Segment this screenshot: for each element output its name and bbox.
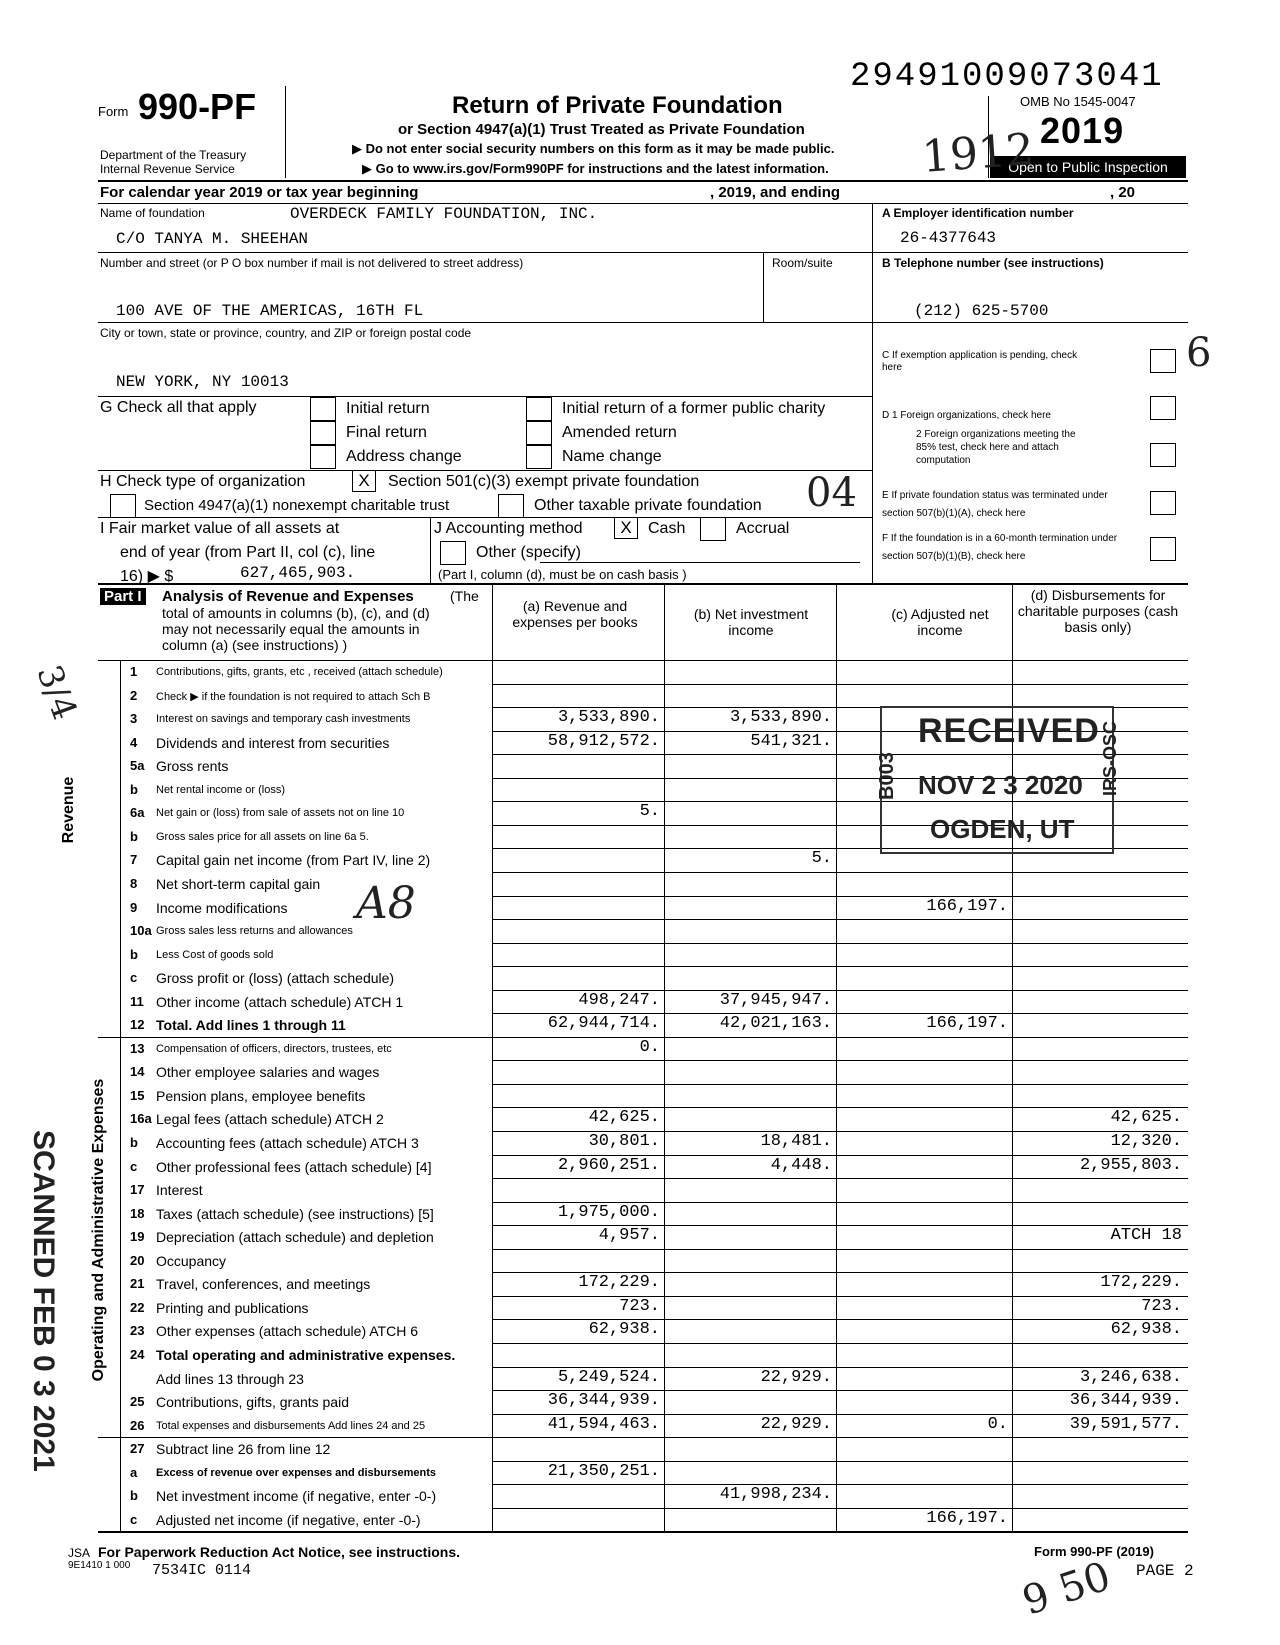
row-number: 7 bbox=[130, 852, 138, 868]
stamp-irs-osc: IRS-OSC bbox=[1100, 720, 1120, 796]
row-label: Interest bbox=[156, 1182, 203, 1199]
table-row bbox=[0, 1178, 1280, 1202]
cell-a: 2,960,251. bbox=[557, 1155, 660, 1175]
g-name-change-label: Name change bbox=[562, 448, 662, 465]
row-label: Gross sales less returns and allowances bbox=[156, 925, 353, 938]
row-label: Gross sales price for all assets on line 6a 5. bbox=[156, 830, 369, 843]
form-subtitle: or Section 4947(a)(1) Trust Treated as Private Foundation bbox=[398, 121, 805, 138]
part-label: Part I bbox=[100, 588, 146, 605]
table-row bbox=[0, 1414, 1280, 1438]
hand-a8: A8 bbox=[356, 878, 416, 929]
j-other-label: Other (specify) bbox=[476, 544, 581, 561]
footer-page: PAGE 2 bbox=[1136, 1562, 1194, 1580]
row-label: Net short-term capital gain bbox=[156, 875, 321, 892]
cell-d: 2,955,803. bbox=[1079, 1155, 1182, 1175]
row-number: 17 bbox=[130, 1182, 145, 1198]
cell-d: 42,625. bbox=[1110, 1108, 1182, 1128]
row-number: 3 bbox=[130, 711, 138, 727]
row-label: Pension plans, employee benefits bbox=[156, 1087, 366, 1104]
check-c-box[interactable] bbox=[1150, 349, 1176, 373]
cell-b: 42,021,163. bbox=[719, 1014, 832, 1034]
hand-04: 04 bbox=[806, 470, 857, 516]
room-label: Room/suite bbox=[772, 256, 833, 270]
row-label: Total expenses and disbursements Add lines 24 and 25 bbox=[156, 1419, 426, 1432]
col-c-header: (c) Adjusted net income bbox=[891, 606, 989, 638]
row-number: 6a bbox=[130, 805, 145, 821]
omb-number: OMB No 1545-0047 bbox=[1020, 94, 1136, 109]
table-row bbox=[0, 1225, 1280, 1249]
row-label: Capital gain net income (from Part IV, line 2) bbox=[156, 852, 431, 869]
cell-d: ATCH 18 bbox=[1110, 1226, 1182, 1246]
footer-batch: 7534IC 0114 bbox=[152, 1562, 252, 1579]
table-row bbox=[0, 684, 1280, 708]
cell-d: 36,344,939. bbox=[1069, 1391, 1182, 1411]
table-row bbox=[0, 1367, 1280, 1391]
table-row bbox=[0, 1508, 1280, 1532]
cell-d: 3,246,638. bbox=[1079, 1367, 1182, 1387]
row-number: 27 bbox=[130, 1441, 145, 1457]
row-number: 9 bbox=[130, 899, 138, 915]
table-row bbox=[0, 872, 1280, 896]
stamp-b003: B003 bbox=[876, 752, 898, 800]
i-label-2: end of year (from Part II, col (c), line bbox=[120, 544, 376, 561]
check-c-label: C If exemption application is pending, check here bbox=[882, 350, 1078, 373]
row-label: Other income (attach schedule) ATCH 1 bbox=[156, 993, 404, 1010]
cell-a: 498,247. bbox=[578, 990, 660, 1010]
row-label: Total operating and administrative expenses. bbox=[156, 1346, 456, 1363]
open-public-badge: Open to Public Inspection bbox=[990, 156, 1186, 178]
part-title: Analysis of Revenue and Expenses bbox=[162, 588, 414, 605]
row-number: c bbox=[130, 1511, 138, 1527]
cell-a: 30,801. bbox=[588, 1132, 660, 1151]
row-label: Depreciation (attach schedule) and depletion bbox=[156, 1229, 434, 1246]
ssn-notice: ▶ Do not enter social security numbers on this form as it may be made public. bbox=[352, 141, 835, 156]
scanned-stamp: SCANNED FEB 0 3 2021 bbox=[27, 1130, 60, 1472]
check-d1-label: D 1 Foreign organizations, check here bbox=[882, 410, 1051, 421]
twenty-label: , 20 bbox=[1110, 184, 1136, 201]
row-label: Total. Add lines 1 through 11 bbox=[156, 1017, 346, 1034]
g-initial-box[interactable] bbox=[310, 397, 336, 421]
city-label: City or town, state or province, country, and ZIP or foreign postal code bbox=[100, 326, 472, 340]
goto-notice: ▶ Go to www.irs.gov/Form990PF for instructions and the latest information. bbox=[362, 161, 829, 176]
g-label: G Check all that apply bbox=[100, 399, 257, 416]
and-ending-label: , 2019, and ending bbox=[710, 184, 841, 201]
row-number: a bbox=[130, 1464, 138, 1480]
row-number: 25 bbox=[130, 1394, 145, 1410]
form-word: Form bbox=[98, 104, 129, 119]
j-other-box[interactable] bbox=[440, 541, 466, 565]
row-label: Legal fees (attach schedule) ATCH 2 bbox=[156, 1111, 384, 1128]
row-label: Occupancy bbox=[156, 1252, 227, 1269]
row-label: Check ▶ if the foundation is not required to attach Sch B bbox=[156, 690, 431, 703]
j-accrual-box[interactable] bbox=[700, 517, 726, 541]
city-state-zip: NEW YORK, NY 10013 bbox=[116, 373, 289, 391]
row-number: b bbox=[130, 828, 138, 844]
table-row bbox=[0, 1319, 1280, 1343]
row-label: Printing and publications bbox=[156, 1299, 309, 1316]
cell-c: 0. bbox=[987, 1414, 1008, 1434]
hand-1912: 1912 bbox=[920, 124, 1036, 183]
check-d2-label: 2 Foreign organizations meeting the 85% test, check here and attach computation bbox=[916, 429, 1076, 466]
cell-a: 62,944,714. bbox=[547, 1014, 660, 1034]
row-label: Gross rents bbox=[156, 758, 229, 775]
g-amended-box[interactable] bbox=[526, 421, 552, 445]
cell-a: 5,249,524. bbox=[557, 1367, 660, 1387]
check-f-label: F If the foundation is in a 60-month termination under section 507(b)(1)(B), check here bbox=[882, 533, 1118, 562]
table-row bbox=[0, 1060, 1280, 1084]
part-desc-4: column (a) (see instructions) ) bbox=[162, 637, 348, 653]
h-trust-label: Section 4947(a)(1) nonexempt charitable trust bbox=[144, 497, 450, 514]
cell-a: 21,350,251. bbox=[547, 1461, 660, 1481]
row-label: Accounting fees (attach schedule) ATCH 3 bbox=[156, 1135, 419, 1151]
table-row bbox=[0, 943, 1280, 967]
row-number: 8 bbox=[130, 875, 138, 891]
row-label: Dividends and interest from securities bbox=[156, 734, 390, 751]
cell-c: 166,197. bbox=[926, 896, 1008, 916]
row-number: 22 bbox=[130, 1299, 145, 1315]
table-row bbox=[0, 1155, 1280, 1179]
hand-fraction: 3/4 bbox=[28, 660, 85, 726]
row-number: b bbox=[130, 1488, 138, 1504]
row-number: 21 bbox=[130, 1276, 145, 1292]
row-number: c bbox=[130, 1158, 138, 1174]
row-label: Taxes (attach schedule) (see instructions) [5] bbox=[156, 1205, 434, 1222]
row-label: Other employee salaries and wages bbox=[156, 1064, 380, 1081]
row-label: Less Cost of goods sold bbox=[156, 948, 274, 961]
cell-b: 541,321. bbox=[750, 731, 832, 751]
cell-d: 62,938. bbox=[1110, 1320, 1182, 1340]
dln-number: 29491009073041 bbox=[850, 58, 1164, 96]
cell-b: 18,481. bbox=[760, 1132, 832, 1151]
col-b-header: (b) Net investment income bbox=[693, 606, 809, 638]
cell-d: 723. bbox=[1141, 1296, 1182, 1316]
row-number: 20 bbox=[130, 1252, 145, 1268]
g-initial-former-box[interactable] bbox=[526, 397, 552, 421]
g-amended-label: Amended return bbox=[562, 424, 677, 441]
row-label: Compensation of officers, directors, trustees, etc bbox=[156, 1042, 392, 1055]
row-number: 19 bbox=[130, 1229, 145, 1245]
row-number: 4 bbox=[130, 734, 138, 750]
i-label-3: 16) ▶ $ bbox=[120, 568, 174, 585]
dept-treasury: Department of the Treasury bbox=[100, 148, 247, 162]
row-label: Net gain or (loss) from sale of assets not on line 10 bbox=[156, 807, 405, 820]
row-number: 18 bbox=[130, 1205, 145, 1221]
cell-d: 39,591,577. bbox=[1069, 1414, 1182, 1434]
tax-year: 2019 bbox=[1040, 110, 1125, 151]
table-row bbox=[0, 1249, 1280, 1273]
table-row bbox=[0, 1131, 1280, 1155]
h-c3-label: Section 501(c)(3) exempt private foundation bbox=[388, 473, 700, 490]
row-label: Travel, conferences, and meetings bbox=[156, 1276, 371, 1293]
cell-b: 41,998,234. bbox=[719, 1485, 832, 1505]
row-label: Income modifications bbox=[156, 899, 288, 916]
g-name-change-box[interactable] bbox=[526, 445, 552, 469]
row-number: 12 bbox=[130, 1017, 145, 1033]
cell-a: 5. bbox=[639, 802, 660, 822]
row-number: b bbox=[130, 946, 138, 962]
cell-a: 1,975,000. bbox=[557, 1202, 660, 1222]
footer-form-ref: Form 990-PF (2019) bbox=[1034, 1544, 1154, 1559]
row-label: Subtract line 26 from line 12 bbox=[156, 1441, 331, 1458]
cell-a: 4,957. bbox=[598, 1226, 660, 1246]
table-row bbox=[0, 1013, 1280, 1037]
row-label: Other expenses (attach schedule) ATCH 6 bbox=[156, 1323, 418, 1340]
row-number: 14 bbox=[130, 1064, 145, 1080]
row-label: Excess of revenue over expenses and disbursements bbox=[156, 1466, 437, 1479]
h-trust-box[interactable] bbox=[110, 494, 136, 518]
cell-b: 3,533,890. bbox=[729, 708, 832, 728]
check-d1-box[interactable] bbox=[1150, 396, 1176, 420]
g-address-box[interactable] bbox=[310, 445, 336, 469]
g-final-label: Final return bbox=[346, 424, 427, 441]
footer-code: 9E1410 1 000 bbox=[68, 1560, 131, 1571]
part-desc-1: (The bbox=[450, 588, 479, 604]
cell-a: 0. bbox=[639, 1037, 660, 1057]
check-d2-box[interactable] bbox=[1150, 443, 1176, 467]
cell-b: 22,929. bbox=[760, 1414, 832, 1434]
cell-c: 166,197. bbox=[926, 1014, 1008, 1034]
table-row bbox=[0, 1272, 1280, 1296]
row-number: 24 bbox=[130, 1346, 145, 1362]
j-cash-box[interactable]: X bbox=[614, 517, 638, 539]
row-label: Net investment income (if negative, enter -0-) bbox=[156, 1488, 437, 1505]
row-number: 2 bbox=[130, 687, 138, 703]
row-label: Contributions, gifts, grants, etc , received (attach schedule) bbox=[156, 666, 443, 678]
table-row bbox=[0, 1437, 1280, 1461]
row-number: 5a bbox=[130, 758, 145, 774]
footer-paperwork: For Paperwork Reduction Act Notice, see instructions. bbox=[98, 1544, 460, 1560]
cell-c: 166,197. bbox=[926, 1508, 1008, 1528]
table-row bbox=[0, 990, 1280, 1014]
row-number: 10a bbox=[130, 923, 152, 939]
cell-a: 62,938. bbox=[588, 1320, 660, 1340]
row-number: b bbox=[130, 781, 138, 797]
table-row bbox=[0, 1037, 1280, 1061]
g-initial-former-label: Initial return of a former public charity bbox=[562, 400, 826, 417]
ein-label: A Employer identification number bbox=[882, 206, 1074, 220]
stamp-received: RECEIVED bbox=[918, 712, 1100, 750]
cell-a: 723. bbox=[619, 1296, 660, 1316]
row-number: 15 bbox=[130, 1087, 145, 1103]
irs-service: Internal Revenue Service bbox=[100, 162, 235, 176]
table-row bbox=[0, 1107, 1280, 1131]
cell-a: 41,594,463. bbox=[547, 1414, 660, 1434]
table-row bbox=[0, 1461, 1280, 1485]
row-number: 23 bbox=[130, 1323, 145, 1339]
footer-jsa: JSA bbox=[68, 1546, 91, 1560]
h-other-label: Other taxable private foundation bbox=[534, 497, 762, 514]
check-f-box[interactable] bbox=[1150, 537, 1176, 561]
h-label: H Check type of organization bbox=[100, 473, 306, 490]
ein-value: 26-4377643 bbox=[900, 229, 997, 247]
row-number: b bbox=[130, 1135, 138, 1150]
cell-a: 36,344,939. bbox=[547, 1391, 660, 1411]
row-label: Adjusted net income (if negative, enter -0-) bbox=[156, 1511, 421, 1528]
cell-a: 172,229. bbox=[578, 1273, 660, 1293]
j-label: J Accounting method bbox=[434, 520, 583, 537]
form-number: 990-PF bbox=[138, 86, 257, 127]
hand-950: 9 50 bbox=[1017, 1553, 1116, 1625]
side-expenses: Operating and Administrative Expenses bbox=[90, 1078, 107, 1382]
cell-d: 172,229. bbox=[1100, 1273, 1182, 1293]
j-cash-label: Cash bbox=[648, 520, 686, 537]
hand-6: 6 bbox=[1186, 330, 1212, 376]
part-desc-2: total of amounts in columns (b), (c), and (d) bbox=[162, 605, 430, 621]
name-label: Name of foundation bbox=[100, 206, 205, 220]
stamp-ogden: OGDEN, UT bbox=[930, 814, 1075, 844]
row-label: Contributions, gifts, grants paid bbox=[156, 1394, 349, 1411]
part-desc-3: may not necessarily equal the amounts in bbox=[162, 621, 420, 637]
j-note: (Part I, column (d), must be on cash basis ) bbox=[438, 567, 687, 582]
j-accrual-label: Accrual bbox=[736, 520, 790, 537]
form-title: Return of Private Foundation bbox=[452, 92, 783, 119]
row-number: 13 bbox=[130, 1040, 145, 1056]
check-e-box[interactable] bbox=[1150, 491, 1176, 515]
phone-label: B Telephone number (see instructions) bbox=[882, 256, 1104, 270]
col-a-header: (a) Revenue and expenses per books bbox=[512, 598, 638, 630]
stamp-date: NOV 2 3 2020 bbox=[918, 770, 1083, 800]
row-number: 11 bbox=[130, 993, 144, 1009]
row-number: c bbox=[130, 970, 138, 986]
table-row bbox=[0, 1484, 1280, 1508]
h-other-box[interactable] bbox=[498, 494, 524, 518]
foundation-name: OVERDECK FAMILY FOUNDATION, INC. bbox=[290, 205, 598, 223]
table-row bbox=[0, 919, 1280, 943]
cell-b: 5. bbox=[811, 849, 832, 869]
g-initial-label: Initial return bbox=[346, 400, 430, 417]
check-e-label: E If private foundation status was terminated under section 507(b)(1)(A), check here bbox=[882, 490, 1108, 519]
phone-value: (212) 625-5700 bbox=[914, 302, 1049, 320]
row-label: Add lines 13 through 23 bbox=[156, 1370, 304, 1387]
cell-b: 37,945,947. bbox=[719, 990, 832, 1010]
i-fmv-value: 627,465,903. bbox=[240, 564, 356, 582]
street-label: Number and street (or P O box number if mail is not delivered to street address) bbox=[100, 256, 524, 270]
row-label: Gross profit or (loss) (attach schedule) bbox=[156, 970, 395, 987]
table-row bbox=[0, 1084, 1280, 1108]
table-row bbox=[0, 1202, 1280, 1226]
care-of: C/O TANYA M. SHEEHAN bbox=[116, 230, 309, 248]
cell-b: 22,929. bbox=[760, 1367, 832, 1387]
row-label: Interest on savings and temporary cash investments bbox=[156, 713, 411, 726]
i-label-1: I Fair market value of all assets at bbox=[100, 520, 340, 537]
row-number: 1 bbox=[130, 664, 138, 679]
row-label: Other professional fees (attach schedule) [4] bbox=[156, 1158, 432, 1175]
row-number: 16a bbox=[130, 1111, 152, 1127]
cell-d: 12,320. bbox=[1110, 1132, 1182, 1151]
calendar-year-label: For calendar year 2019 or tax year beginning bbox=[100, 184, 419, 201]
street-address: 100 AVE OF THE AMERICAS, 16TH FL bbox=[116, 302, 424, 320]
row-number: 26 bbox=[130, 1417, 145, 1433]
table-row bbox=[0, 1390, 1280, 1414]
table-row bbox=[0, 1296, 1280, 1320]
cell-a: 58,912,572. bbox=[547, 731, 660, 751]
g-final-box[interactable] bbox=[310, 421, 336, 445]
g-address-label: Address change bbox=[346, 448, 462, 465]
side-revenue: Revenue bbox=[60, 776, 77, 844]
row-divider bbox=[492, 1531, 1188, 1532]
cell-a: 42,625. bbox=[588, 1108, 660, 1128]
table-row bbox=[0, 1343, 1280, 1367]
col-d-header: (d) Disbursements for charitable purposes (cash basis only) bbox=[1017, 587, 1179, 635]
cell-a: 3,533,890. bbox=[557, 708, 660, 728]
table-row bbox=[0, 966, 1280, 990]
row-label: Net rental income or (loss) bbox=[156, 783, 285, 796]
table-row bbox=[0, 896, 1280, 920]
cell-b: 4,448. bbox=[770, 1155, 832, 1175]
table-row bbox=[0, 660, 1280, 684]
h-c3-box[interactable]: X bbox=[352, 470, 376, 492]
